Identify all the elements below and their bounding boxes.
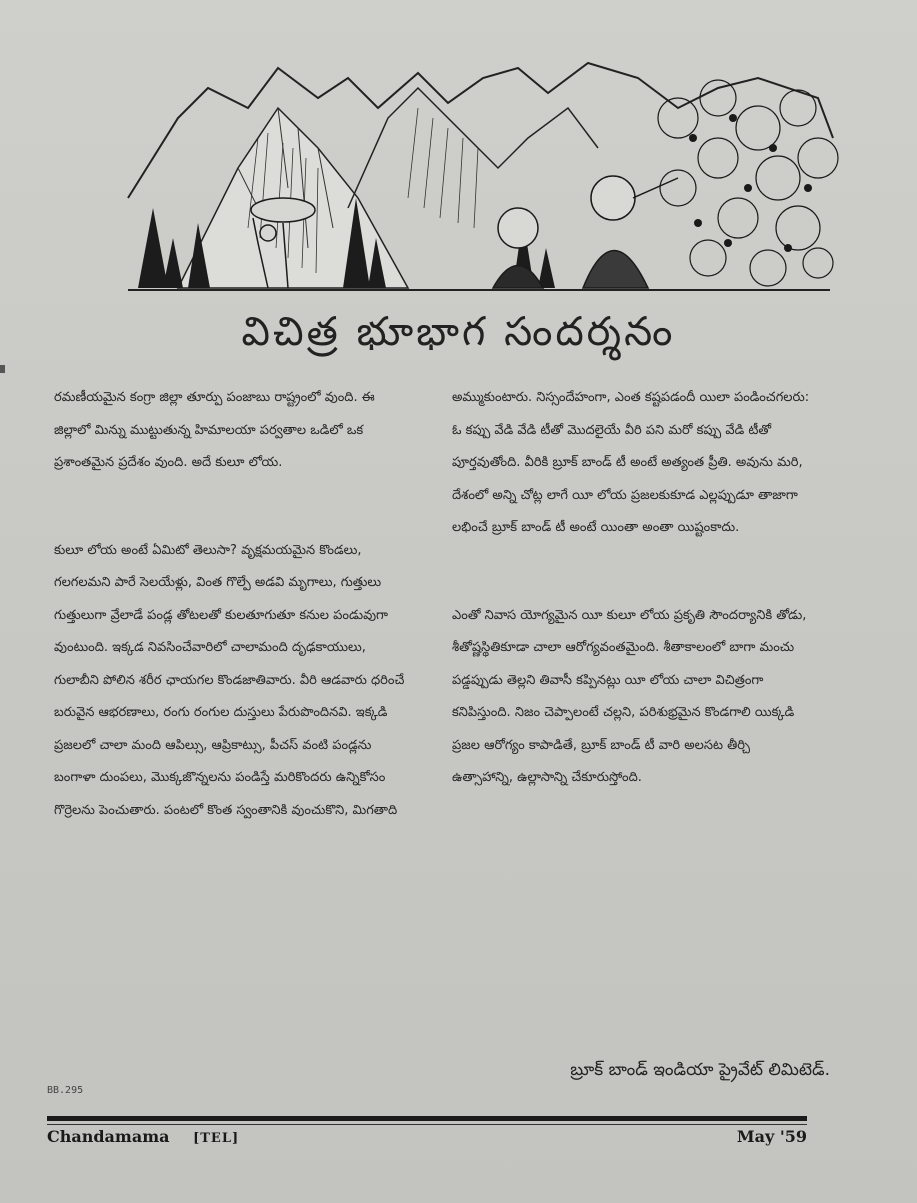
- mountain-tea-garden-illustration-icon: [118, 48, 840, 292]
- magazine-name: Chandamama: [47, 1127, 170, 1146]
- margin-mark: [0, 365, 5, 373]
- paragraph: ఎంతో నివాస యోగ్యమైన యీ కులూ లోయ ప్రకృతి సౌందర్యానికి తోడు, శీతోష్ణస్థితికూడా చాలా ఆరోగ్యవంతమైంది. శీతాకాలంలో బాగా మంచు పడ్డప్పుడు తెల్లని తివాసీ కప్పినట్లు యీ లోయ చాలా విచిత్రంగా కనిపిస్తుంది. నిజం చెప్పాలంటే చల్లని, పరిశుభ్రమైన కొండగాలి యిక్కడి ప్రజల ఆరోగ్యం కాపాడితే, బ్రూక్ బాండ్ టీ వారి అలసట తీర్చి ఉత్సాహాన్ని, ఉల్లాసాన్ని చేకూరుస్తోంది.: [452, 607, 807, 785]
- right-column: [452, 382, 812, 795]
- footer-magazine: [47, 1127, 239, 1146]
- paragraph: కులూ లోయ అంటే ఏమిటో తెలుసా? వృక్షమయమైన కొండలు, గలగలమని పారే సెలయేళ్లు, వింత గొల్పే అడవి మృగాలు, గుత్తులు గుత్తులుగా వ్రేలాడే పండ్ల తోటలతో కులతూగుతూ కనుల పండువుగా వుంటుంది. ఇక్కడ నివసించేవారిలో చాలామంది దృఢకాయులు, గులాబీని పోలిన శరీర ఛాయగల కొండజాతివారు. వీరి ఆడవారు ధరించే బరువైన ఆభరణాలు, రంగు రంగుల దుస్తులు పేరుపొందినవి. ఇక్కడి ప్రజలలో చాలా మంది ఆపిల్సు, ఆప్రికాట్సు, పీచస్ వంటి పండ్లను బంగాళా దుంపలు, మొక్కజొన్నలను పండిస్తే మరికొందరు ఉన్నికోసం గొర్రెలను పెంచుతారు. పంటలో కొంత స్వంతానికి వుంచుకొని, మిగతాది: [54, 542, 405, 818]
- paragraph: అమ్ముకుంటారు. నిస్సందేహంగా, ఎంత కష్టపడందీ యిలా పండించగలరు: ఓ కప్పు వేడి వేడి టీతో మొదలైయే వీరి పని మరో కప్పు వేడి టీతో పూర్తవుతోంది. వీరికి బ్రూక్ బాండ్ టీ అంటే అత్యంత ప్రీతి. అవును మరి, దేశంలో అన్ని చోట్ల లాగే యీ లోయ ప్రజలకుకూడ ఎల్లప్పుడూ తాజాగా లభించే బ్రూక్ బాండ్ టీ అంటే యింతా అంతా యిష్టంకాదు.: [452, 390, 810, 535]
- company-signature: బ్రూక్ బాండ్ ఇండియా ప్రైవేట్ లిమిటెడ్.: [570, 1060, 830, 1080]
- ad-code: BB.295: [47, 1085, 84, 1096]
- paragraph: రమణీయమైన కంగ్రా జిల్లా తూర్పు పంజాబు రాష్ట్రంలో వుంది. ఈ జిల్లాలో మిన్ను ముట్టుతున్న హిమాలయా పర్వతాల ఒడిలో ఒక ప్రశాంతమైన ప్రదేశం వుంది. అదే కులూ లోయ.: [54, 390, 375, 470]
- left-column: [54, 382, 414, 827]
- footer-date: May '59: [736, 1127, 807, 1146]
- footer-rule: [47, 1116, 807, 1121]
- footer-rule-thin: [47, 1124, 807, 1125]
- language-tag: [TEL]: [193, 1131, 240, 1146]
- page-title: విచిత్ర భూభాగ సందర్శనం: [241, 309, 676, 355]
